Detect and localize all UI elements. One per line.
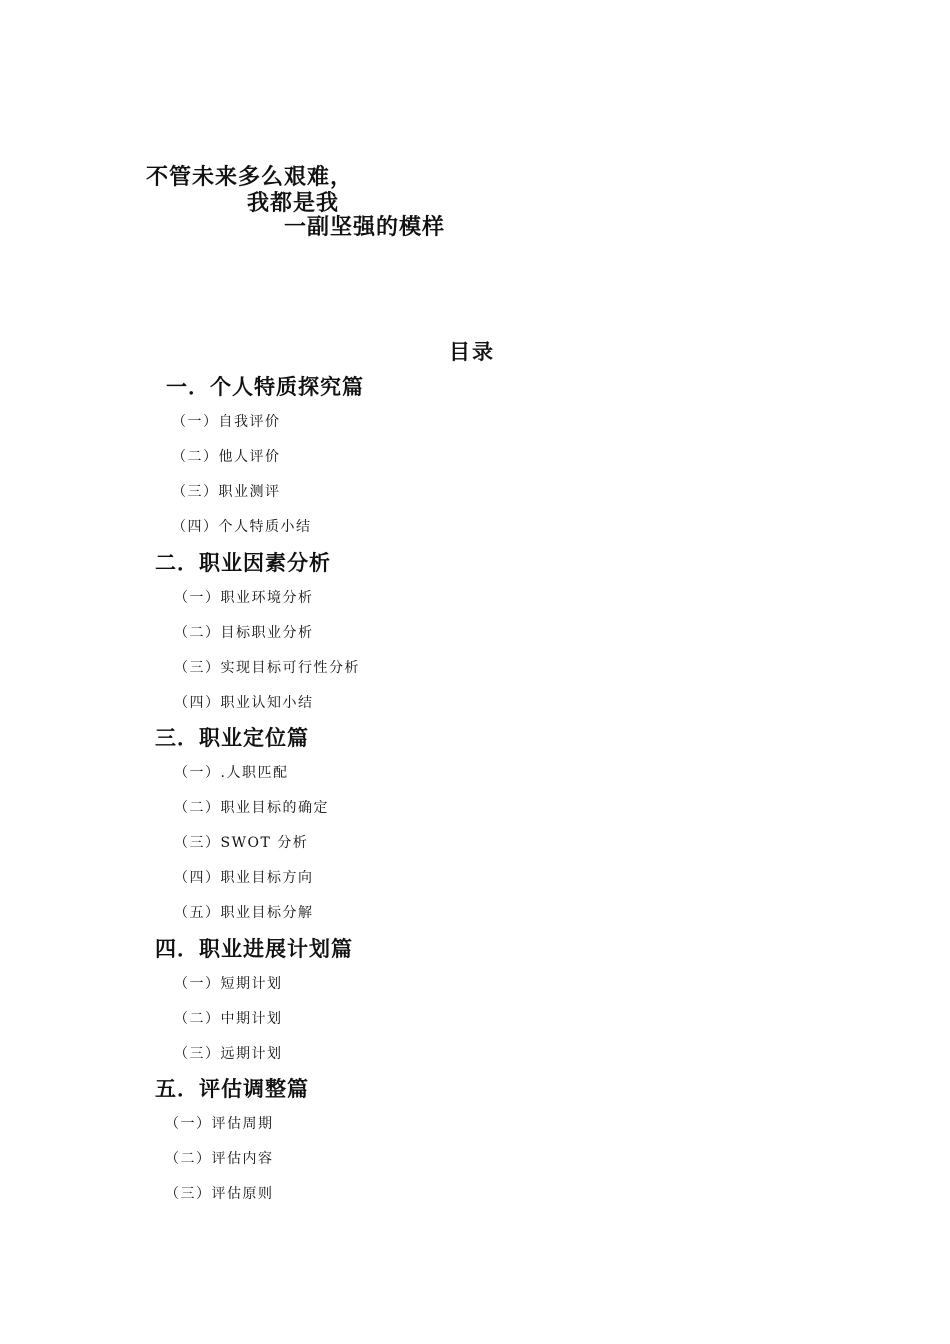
toc-item: （三）实现目标可行性分析 (174, 660, 360, 676)
toc-item: （一）自我评价 (172, 414, 281, 430)
toc-item: （三）远期计划 (174, 1046, 283, 1062)
toc-item: （三）评估原则 (165, 1186, 274, 1202)
toc-section-heading: 二．职业因素分析 (155, 550, 331, 575)
toc-section-heading: 四．职业进展计划篇 (155, 936, 353, 961)
toc-item: （四）职业目标方向 (174, 870, 314, 886)
toc-item: （三）职业测评 (172, 484, 281, 500)
toc-section-heading: 一．个人特质探究篇 (166, 374, 364, 399)
toc-item: （二）中期计划 (174, 1011, 283, 1027)
toc-item: （二）他人评价 (172, 449, 281, 465)
toc-item: （三）SWOT 分析 (174, 835, 309, 851)
motto-line-3: 一副坚强的模样 (284, 214, 446, 240)
toc-item: （二）评估内容 (165, 1151, 274, 1167)
motto-line-1: 不管未来多么艰难， (146, 164, 354, 190)
toc-section-heading: 五．评估调整篇 (155, 1076, 309, 1101)
toc-item: （二）职业目标的确定 (174, 800, 329, 816)
toc-item: （四）职业认知小结 (174, 695, 314, 711)
toc-item: （一）短期计划 (174, 976, 283, 992)
toc-item: （四）个人特质小结 (172, 519, 312, 535)
toc-item: （五）职业目标分解 (174, 905, 314, 921)
toc-item: （一）评估周期 (165, 1116, 274, 1132)
toc-item: （一）.人职匹配 (174, 765, 289, 781)
motto-line-2: 我都是我 (247, 190, 340, 216)
toc-title: 目录 (449, 339, 495, 364)
toc-item: （一）职业环境分析 (174, 590, 314, 606)
toc-item: （二）目标职业分析 (174, 625, 314, 641)
toc-section-heading: 三．职业定位篇 (155, 725, 309, 750)
